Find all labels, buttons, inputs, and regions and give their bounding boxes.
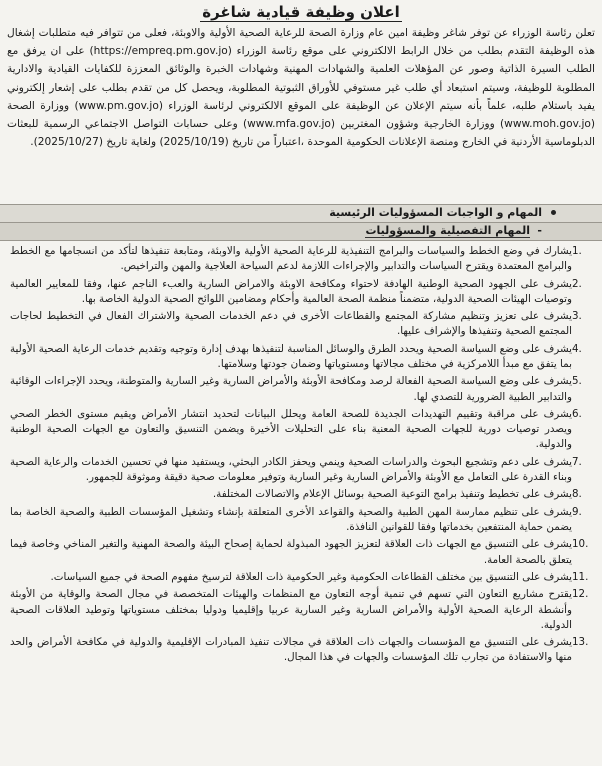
section-main-duties-label: المهام و الواجبات المسؤوليات الرئيسية	[329, 206, 542, 219]
dash-marker: -	[537, 224, 542, 237]
item-number: 8.	[572, 488, 582, 501]
item-number: 9.	[572, 505, 582, 518]
list-item	[10, 587, 594, 633]
item-number: 13.	[572, 636, 589, 649]
list-item	[10, 570, 594, 585]
list-item	[10, 505, 594, 535]
item-number: 12.	[572, 588, 589, 601]
announcement-intro-paragraph: تعلن رئاسة الوزراء عن توفر شاغر وظيفة امين عام وزارة الصحة للرعاية الصحية الأولية والاوبئة، فعلى من تتوافر فيه متطلبات إشغال هذه الوظيفة التقدم بطلب من خلال الرابط الالكتروني على موقع رئاسة الوزراء (https://empreq.pm.gov.jo) على ان يرفق مع الطلب السيرة الذاتية وصور عن المؤهلات العلمية والشهادات المهنية وشهادات الخبرة والوثائق المعززة للكفايات القيادية والادارية المطلوبة للوظيفة، وسيتم استبعاد أي طلب غير مستوفي للأوراق الثبوتية المطلوبة، ويحصل كل من تقدم بطلب على إشعار إلكتروني يفيد باستلام طلبه، علماً بأنه سيتم الإعلان عن الوظيفة على الموقع الالكتروني لرئاسة الوزراء (www.pm.gov.jo) ووزارة الصحة (www.moh.gov.jo) ووزارة الخارجية وشؤون المغتربين (www.mfa.gov.jo) وعلى حسابات التواصل الاجتماعي الرسمية للبعثات الدبلوماسية الأردنية في الخارج ومنصة الإعلانات الحكومية الموحدة ،اعتباراً من تاريخ (2025/10/19) ولغاية تاريخ (2025/10/27).	[7, 27, 596, 149]
section-detailed-tasks-header	[0, 223, 602, 241]
item-text: يشرف على تعزيز وتنظيم مشاركة المجتمع والقطاعات الأخرى في دعم الخدمات الصحية والاشتراك الفعال في التخطيط لحاجات المجتمع الصحية وتنفيذها والإشراف عليها.	[10, 310, 572, 338]
list-item	[10, 309, 594, 339]
bullet-icon	[551, 210, 556, 215]
item-text: يشرف على دعم وتشجيع البحوث والدراسات الصحية وينمي ويحفز الكادر البحثي، ويستفيد منها في تحسين الخدمات والرعاية الصحية وبناء القدرة على التعامل مع الأوبئة والأمراض السارية وغير السارية وتوفير معلومات صحية دقيقة وموثوقة للجمهور.	[10, 455, 572, 483]
section-main-duties-header	[0, 204, 602, 223]
list-item	[10, 407, 594, 453]
item-number: 4.	[572, 342, 582, 355]
list-item	[10, 244, 594, 274]
item-text: يشرف على التنسيق مع المؤسسات والجهات ذات العلاقة في مجالات تنفيذ المبادرات الإقليمية والدولية في مكافحة الأمراض والحد منها والاستفادة من تجارب تلك المؤسسات والجهات في هذا المجال.	[10, 636, 572, 664]
item-text: يشرف على وضع السياسة الصحية ويحدد الطرق والوسائل المناسبة لتنفيذها بهدف إدارة وتوجيه وتقديم خدمات الرعاية الصحية الأولية بما يتفق مع مبدأ اللامركزية في مختلف مجالاتها ومستوياتها وضمان جودتها وسلامتها.	[10, 342, 572, 370]
list-item	[10, 455, 594, 485]
item-number: 2.	[572, 277, 582, 290]
item-text: يشرف على تنظيم ممارسة المهن الطبية والصحية والقواعد الأخرى المتعلقة بإنشاء وتشغيل المؤسسات الطبية والصحية الخاصة بما يضمن حماية المنتفعين بخدماتها وفقا للقوانين النافذة.	[10, 505, 572, 533]
list-item	[10, 487, 594, 502]
item-text: يشرف على مراقبة وتقييم التهديدات الجديدة للصحة العامة ويحلل البيانات لتحديد انتشار الأمراض ويقيم مستوى الخطر الصحي ويصدر توصيات دورية للجهات الصحية المعنية بناء على التحليلات الأخيرة ويضمن التنسيق والتعاون مع الجهات الصحية الوطنية والدولية.	[10, 407, 572, 451]
list-item	[10, 342, 594, 372]
announcement-title	[0, 0, 602, 24]
announcement-title-text: اعلان وظيفة قيادية شاغرة	[202, 3, 400, 21]
list-item	[10, 635, 594, 665]
list-item	[10, 537, 594, 567]
item-text: يشارك في وضع الخطط والسياسات والبرامج التنفيذية للرعاية الصحية الأولية والاوبئة، ومتابعة تنفيذها لتأكد من انسجامها مع الخطط والبرامج المعتمدة ويقترح السياسات والتدابير والإجراءات اللازمة لدعم السياحة العلاجية والمهن والتراخيص.	[10, 245, 572, 273]
item-number: 3.	[572, 310, 582, 323]
item-text: يشرف على التنسيق بين مختلف القطاعات الحكومية وغير الحكومية ذات العلاقة لترسيخ مفهوم الصحة في جميع السياسات.	[50, 570, 572, 583]
item-number: 7.	[572, 455, 582, 468]
tasks-list	[0, 241, 602, 666]
item-text: يشرف على تخطيط وتنفيذ برامج التوعية الصحية بوسائل الإعلام والاتصالات المختلفة.	[212, 488, 572, 501]
item-number: 5.	[572, 375, 582, 388]
item-number: 1.	[572, 245, 582, 257]
list-item	[10, 374, 594, 404]
item-text: يشرف على وضع السياسة الصحية الفعالة لرصد ومكافحة الأوبئة والأمراض السارية وغير السارية والمتوطنة، ويحدد الإجراءات الوقائية والتدابير الطبية الضرورية للتصدي لها.	[10, 375, 572, 403]
item-number: 10.	[572, 538, 589, 551]
item-text: يشرف على التنسيق مع الجهات ذات العلاقة لتعزيز الجهود المبذولة لحماية إصحاح البيئة والصحة المهنية والتغير المناخي وخاصة فيما يتعلق بالصحة العامة.	[10, 538, 572, 566]
item-text: يشرف على الجهود الصحية الوطنية الهادفة لاحتواء ومكافحة الاوبئة والامراض السارية والعبء الناجم عنها، وفقا للمعايير العالمية وتوصيات الهيئات الصحية الدولية، متضمناً منظمة الصحة العالمية وأحكام ومضامين اللوائح الصحية الدولية الخاصة بها.	[10, 277, 572, 305]
item-text: يقترح مشاريع التعاون التي تسهم في تنمية أوجه التعاون مع المنظمات والهيئات المتخصصة في مجال الصحة والوقاية من الأوبئة وأنشطة الرعاية الصحية الأولية والأمراض السارية وغير السارية عربيا وإقليميا ودوليا بمختلف مستوياتها وتوطيد العلاقات الصحية الدولية.	[10, 588, 572, 631]
list-item	[10, 277, 594, 307]
item-number: 11.	[572, 570, 589, 583]
item-number: 6.	[572, 407, 582, 420]
section-detailed-tasks-label: المهام التفصيلية والمسؤوليات	[365, 224, 530, 237]
